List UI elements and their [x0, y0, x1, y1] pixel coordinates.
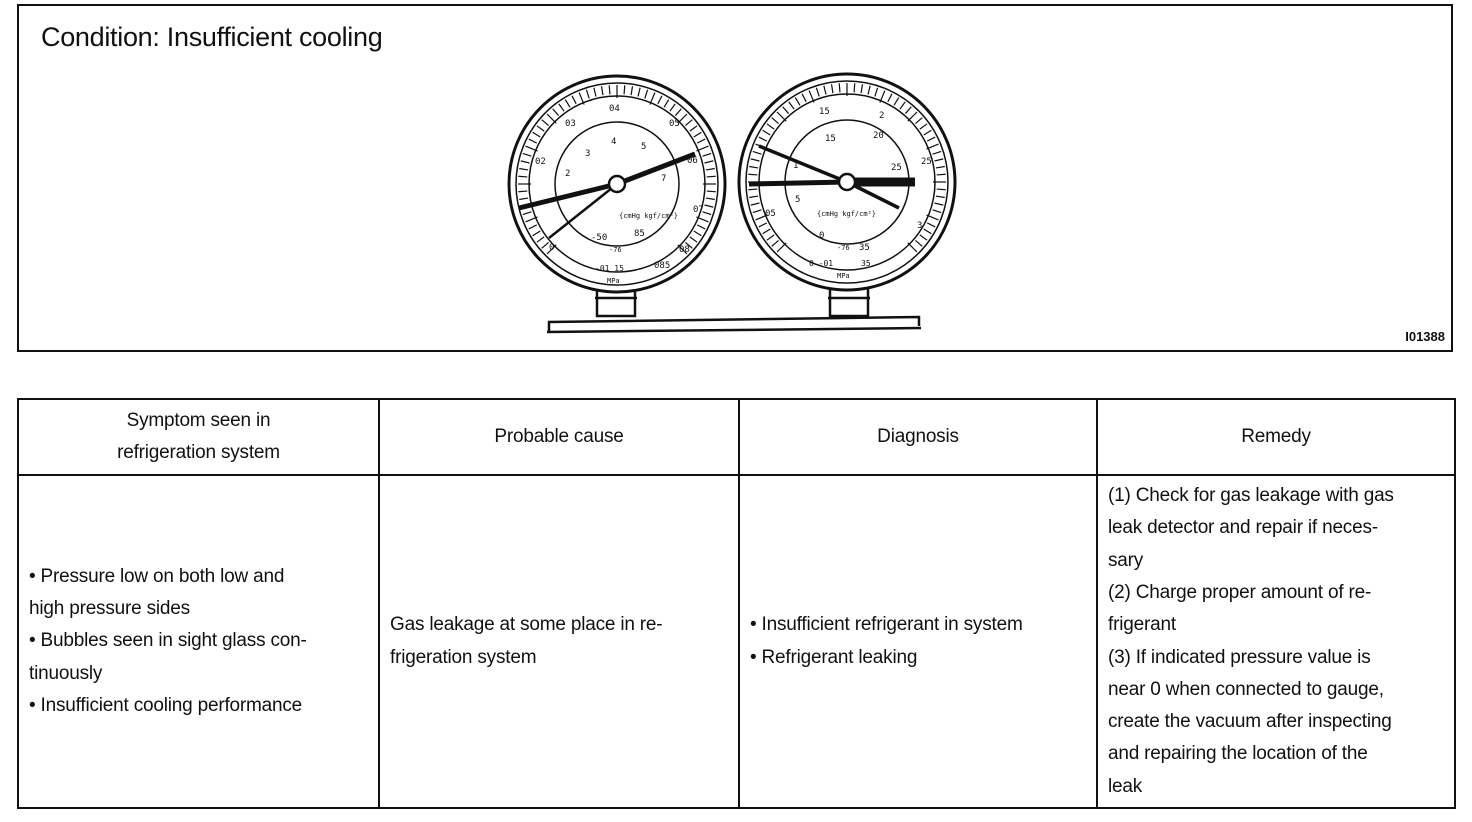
svg-text:05: 05 [669, 119, 680, 129]
svg-text:-76: -76 [837, 244, 850, 252]
svg-text:7: 7 [661, 174, 667, 184]
svg-text:07: 07 [693, 205, 704, 215]
dial-tick [937, 189, 946, 190]
svg-text:085: 085 [654, 261, 671, 271]
svg-text:05: 05 [765, 209, 776, 219]
svg-text:85: 85 [634, 229, 645, 239]
dial-tick [518, 176, 527, 177]
svg-text:{cmHg kgf/cm²}: {cmHg kgf/cm²} [619, 212, 679, 220]
condition-title: Condition: Insufficient cooling [41, 22, 383, 52]
svg-text:4: 4 [611, 137, 617, 147]
cause-cell: Gas leakage at some place in re- frigeration system [379, 475, 739, 808]
dial-tick [609, 85, 610, 94]
remedy-cell: (1) Check for gas leakage with gas leak detector and repair if neces- sary (2) Charge proper amount of re- frigerant (3) If indicated pressure value is near 0 when connected to gauge, create the vacuum after inspecting and repairing the location of the leak [1097, 475, 1455, 808]
svg-text:0: 0 [819, 231, 825, 241]
diagnosis-cell: • Insufficient refrigerant in system • Refrigerant leaking [739, 475, 1097, 808]
svg-text:15: 15 [819, 107, 830, 117]
svg-text:MPa: MPa [607, 277, 620, 285]
svg-text:5: 5 [795, 195, 801, 205]
table-header-row [18, 399, 1455, 475]
dial-tick [518, 191, 527, 192]
svg-text:1: 1 [793, 161, 799, 171]
dial-tick [748, 189, 757, 190]
svg-text:02: 02 [535, 157, 546, 167]
svg-text:{cmHg kgf/cm²}: {cmHg kgf/cm²} [817, 210, 877, 218]
svg-text:25: 25 [891, 163, 902, 173]
figure-id: I01388 [1405, 329, 1445, 344]
svg-text:-50: -50 [591, 233, 608, 243]
dial-tick [707, 176, 716, 177]
header-remedy: Remedy [1097, 399, 1455, 475]
svg-text:20: 20 [873, 131, 884, 141]
symptom-cell: • Pressure low on both low and high pressure sides • Bubbles seen in sight glass con- tinuously • Insufficient cooling performance [18, 475, 379, 808]
svg-text:2: 2 [879, 111, 885, 121]
manifold-bar [547, 317, 921, 332]
svg-text:MPa: MPa [837, 272, 850, 280]
svg-text:35: 35 [859, 243, 870, 253]
svg-text:3: 3 [585, 149, 591, 159]
dial-tick [748, 174, 757, 175]
svg-text:-76: -76 [609, 246, 622, 254]
manifold-gauge-illustration [19, 6, 1451, 350]
svg-text:04: 04 [609, 104, 620, 114]
svg-text:15: 15 [825, 134, 836, 144]
dial-tick [707, 191, 716, 192]
troubleshooting-table [17, 398, 1456, 809]
dial-tick [854, 83, 855, 92]
svg-text:0 -01: 0 -01 [809, 259, 834, 268]
svg-text:06: 06 [687, 156, 698, 166]
header-diagnosis: Diagnosis [739, 399, 1097, 475]
high-pressure-gauge [739, 74, 955, 290]
svg-text:3: 3 [917, 221, 923, 231]
svg-text:2: 2 [565, 169, 571, 179]
svg-text:0: 0 [549, 243, 555, 253]
dial-tick [839, 83, 840, 92]
low-pressure-gauge [509, 76, 725, 292]
svg-text:25: 25 [921, 157, 932, 167]
header-symptom: Symptom seen in refrigeration system [18, 399, 379, 475]
illustration-panel [17, 4, 1453, 352]
svg-text:-01 15: -01 15 [595, 264, 624, 273]
table-row [18, 475, 1455, 808]
dial-tick [624, 85, 625, 94]
dial-tick [937, 174, 946, 175]
svg-text:35: 35 [861, 259, 871, 268]
svg-text:08: 08 [679, 245, 690, 255]
svg-text:03: 03 [565, 119, 576, 129]
svg-text:5: 5 [641, 142, 647, 152]
header-probable-cause: Probable cause [379, 399, 739, 475]
